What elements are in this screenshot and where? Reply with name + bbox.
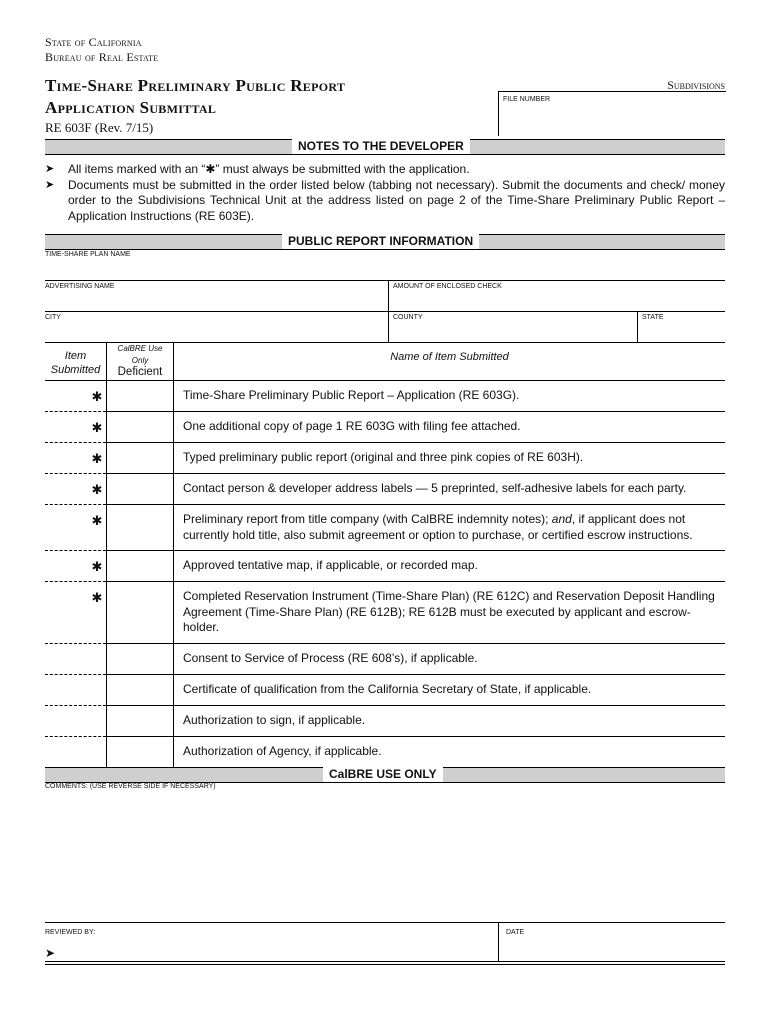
county-label: COUNTY: [393, 314, 423, 321]
agency-state: State of California: [45, 35, 142, 49]
item-submitted-cell[interactable]: [45, 736, 106, 767]
deficient-cell[interactable]: [107, 504, 173, 550]
item-name: Contact person & developer address labels — 5 preprinted, self-adhesive labels for each party.: [183, 481, 687, 495]
required-asterisk-icon: ✱: [91, 513, 103, 528]
item-submitted-cell[interactable]: [45, 705, 106, 736]
city-field[interactable]: [45, 312, 387, 341]
divider: [45, 964, 725, 965]
public-report-heading: PUBLIC REPORT INFORMATION: [282, 234, 479, 249]
required-asterisk-icon: ✱: [91, 482, 103, 497]
item-name: Consent to Service of Process (RE 608’s), if applicable.: [183, 651, 478, 665]
col-calbre-use: CalBRE Use Only: [117, 344, 163, 365]
note-item: [45, 178, 725, 225]
col-name-of-item: Name of Item Submitted: [390, 351, 509, 363]
col-deficient: Deficient: [117, 366, 163, 378]
note-text: All items marked with an “✱” must always be submitted with the application.: [68, 162, 470, 176]
comments-field[interactable]: [45, 792, 725, 920]
reviewed-by-field[interactable]: [45, 938, 497, 960]
item-name: One additional copy of page 1 RE 603G with filing fee attached.: [183, 419, 521, 433]
calbre-banner: [45, 767, 725, 783]
advertising-name-label: ADVERTISING NAME: [45, 283, 115, 290]
deficient-cell[interactable]: [107, 411, 173, 442]
item-submitted-cell[interactable]: [45, 643, 106, 674]
agency-block: [45, 35, 158, 65]
deficient-cell[interactable]: [107, 705, 173, 736]
item-name: Typed preliminary public report (original and three pink copies of RE 603H).: [183, 450, 584, 464]
required-asterisk-icon: ✱: [91, 451, 103, 466]
required-asterisk-icon: ✱: [91, 590, 103, 605]
item-name: Completed Reservation Instrument (Time-Share Plan) (RE 612C) and Reservation Deposit Handling Agreement (Time-Share Plan) (RE 612B); RE 612B must be executed by applicant and escrow-holder.: [183, 589, 715, 634]
amount-check-label: AMOUNT OF ENCLOSED CHECK: [393, 283, 502, 290]
form-title-line1: Time-Share Preliminary Public Report: [45, 76, 346, 95]
file-number-field[interactable]: [498, 91, 726, 136]
deficient-cell[interactable]: [107, 581, 173, 643]
plan-name-field[interactable]: [45, 250, 725, 279]
date-field[interactable]: [499, 938, 725, 960]
amount-check-field[interactable]: [389, 281, 725, 310]
arrow-bullet-icon: ➤: [45, 178, 55, 191]
note-item: [45, 162, 725, 178]
form-title-line2: Application Submittal: [45, 98, 217, 117]
division-label: Subdivisions: [667, 78, 725, 92]
item-name: Authorization of Agency, if applicable.: [183, 744, 382, 758]
divider: [45, 922, 725, 923]
public-report-banner: [45, 234, 725, 250]
deficient-cell[interactable]: [107, 442, 173, 473]
required-asterisk-icon: ✱: [91, 559, 103, 574]
file-number-label: FILE NUMBER: [503, 96, 551, 103]
advertising-name-field[interactable]: [45, 281, 387, 310]
state-label: STATE: [642, 314, 664, 321]
date-label: DATE: [506, 929, 525, 936]
item-name: Preliminary report from title company (with CalBRE indemnity notes); and, if applicant does not currently hold title, also submit agreement or option to purchase, or certified escrow instructions.: [183, 512, 693, 542]
item-name: Certificate of qualification from the California Secretary of State, if applicable.: [183, 682, 592, 696]
arrow-bullet-icon: ➤: [45, 163, 55, 175]
deficient-cell[interactable]: [107, 643, 173, 674]
emphasis: and: [551, 512, 572, 526]
state-field[interactable]: [638, 312, 725, 341]
plan-name-label: TIME-SHARE PLAN NAME: [45, 251, 131, 258]
agency-bureau: Bureau of Real Estate: [45, 50, 159, 64]
deficient-cell[interactable]: [107, 380, 173, 411]
required-asterisk-icon: ✱: [91, 420, 103, 435]
divider: [45, 961, 725, 962]
form-title: [45, 75, 345, 119]
col-item-submitted: Item Submitted: [50, 350, 101, 376]
notes-heading: NOTES TO THE DEVELOPER: [292, 139, 470, 154]
item-name: Time-Share Preliminary Public Report – Application (RE 603G).: [183, 388, 520, 402]
notes-banner: [45, 139, 725, 155]
required-asterisk-icon: ✱: [91, 389, 103, 404]
item-name: Approved tentative map, if applicable, or recorded map.: [183, 558, 478, 572]
deficient-cell[interactable]: [107, 473, 173, 504]
deficient-cell[interactable]: [107, 674, 173, 705]
city-label: CITY: [45, 314, 61, 321]
county-field[interactable]: [389, 312, 636, 341]
reviewed-by-label: REVIEWED BY:: [45, 929, 96, 936]
notes-list: [45, 162, 725, 224]
calbre-heading: CalBRE USE ONLY: [323, 767, 443, 782]
note-text: Documents must be submitted in the order listed below (tabbing not necessary). Submit the documents and check/ money order to the Subdivisions Technical Unit at the address listed on page 2 of the Time-Share Preliminary Public Report – Application Instructions (RE 603E).: [68, 177, 725, 223]
comments-label: COMMENTS: (USE REVERSE SIDE IF NECESSARY): [45, 783, 216, 790]
item-name: Authorization to sign, if applicable.: [183, 713, 366, 727]
deficient-cell[interactable]: [107, 550, 173, 581]
form-number: RE 603F (Rev. 7/15): [45, 120, 154, 135]
arrow-bullet-icon: ➤: [45, 946, 56, 960]
item-submitted-cell[interactable]: [45, 674, 106, 705]
deficient-cell[interactable]: [107, 736, 173, 767]
